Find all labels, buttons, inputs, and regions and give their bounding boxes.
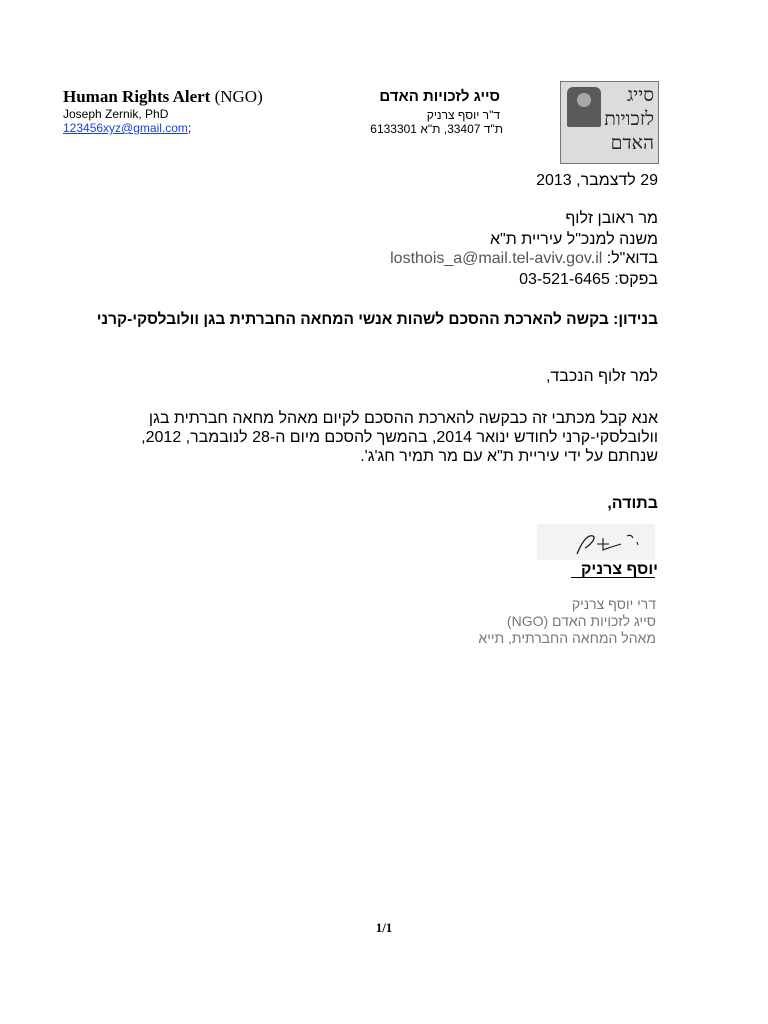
recipient-email bbox=[390, 250, 658, 268]
letter-body-paragraph: אנא קבל מכתבי זה כבקשה להארכת ההסכם לקיום מאהל מחאה חברתית בגן וולובלסקי-קרני לחודש ינואר 2014, בהמשך להסכם מיום ה-28 לנובמבר, 2012, שנחתם על ידי עיריית ת"א עם מר תמיר חג'ג'. bbox=[141, 410, 658, 465]
org-name-english bbox=[63, 87, 263, 107]
handwritten-signature bbox=[537, 524, 655, 560]
recipient-email-label: בדוא"ל: bbox=[606, 250, 658, 267]
letter-date: 29 לדצמבר, 2013 bbox=[536, 172, 658, 189]
page-number: 1/1 bbox=[375, 920, 393, 935]
author-name-hebrew: ד"ר יוסף צרניק bbox=[426, 108, 500, 122]
subject-text: בקשה להארכת ההסכם לשהות אנשי המחאה החברתית בגן וולובלסקי-קרני bbox=[96, 311, 609, 328]
signer-role: מאהל המחאה החברתית, תייא bbox=[478, 630, 656, 646]
letter-subject bbox=[58, 310, 658, 329]
recipient-email-value: losthois_a@mail.tel-aviv.gov.il bbox=[390, 250, 603, 267]
author-email bbox=[63, 121, 191, 135]
signature-underline bbox=[571, 577, 655, 578]
letter-greeting: למר זלוף הנכבד, bbox=[545, 368, 658, 385]
logo-photo bbox=[567, 87, 601, 127]
logo-text-line3: האדם bbox=[610, 132, 654, 154]
org-name-english-text: Human Rights Alert bbox=[63, 87, 211, 106]
signer-title: דרי יוסף צרניק bbox=[571, 596, 656, 612]
signer-name: יוסף צרניק bbox=[580, 561, 658, 578]
recipient-fax-value: 03-521-6465 bbox=[519, 271, 610, 288]
email-separator: ; bbox=[187, 121, 192, 135]
logo-text-line2: לזכויות bbox=[604, 108, 654, 130]
recipient-fax bbox=[519, 271, 658, 289]
subject-label: בנידון: bbox=[613, 311, 658, 328]
logo-text-line1: סייג bbox=[626, 84, 654, 106]
signer-organization: סייג לזכויות האדם (NGO) bbox=[506, 613, 656, 629]
org-logo bbox=[560, 81, 659, 164]
org-name-english-suffix: (NGO) bbox=[214, 87, 263, 106]
address-hebrew: ת"ד 33407, ת"א 6133301 bbox=[370, 122, 503, 136]
recipient-fax-label: בפקס: bbox=[614, 271, 658, 288]
letter-closing: בתודה, bbox=[607, 495, 658, 512]
author-email-link[interactable]: 123456xyz@gmail.com bbox=[63, 121, 188, 135]
recipient-name: מר ראובן זלוף bbox=[565, 210, 658, 227]
recipient-title: משנה למנכ"ל עיריית ת"א bbox=[490, 231, 658, 248]
author-name-english: Joseph Zernik, PhD bbox=[63, 107, 169, 121]
org-name-hebrew: סייג לזכויות האדם bbox=[379, 88, 500, 105]
